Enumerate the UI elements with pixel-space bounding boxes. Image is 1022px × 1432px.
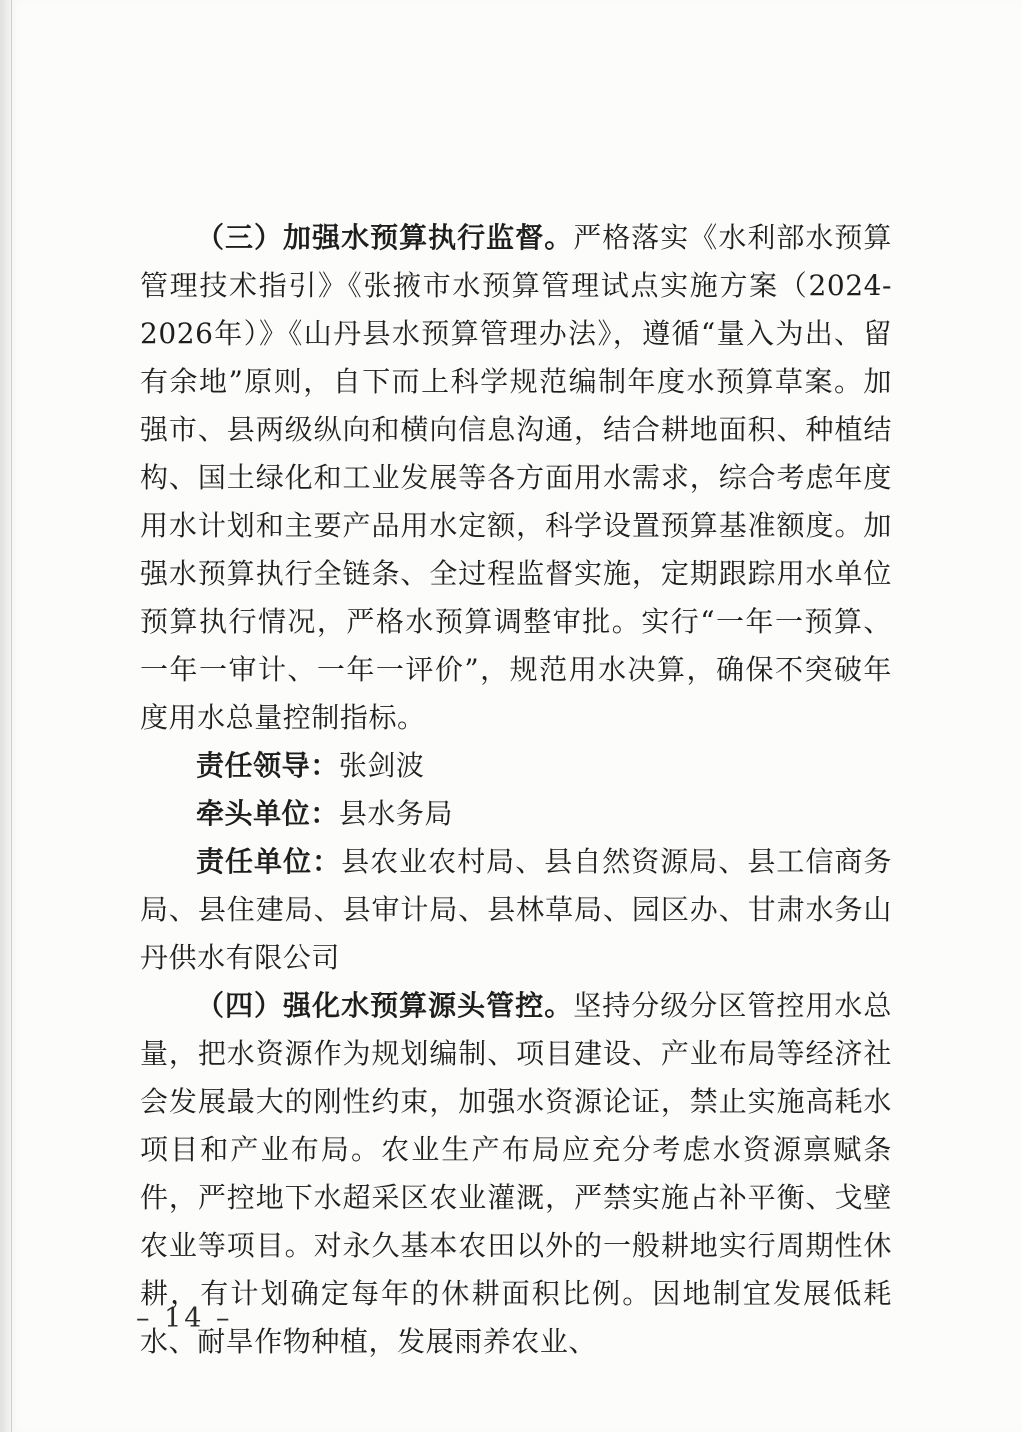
paragraph-lead-unit xyxy=(140,790,892,838)
paragraph-lead-responsible-leader: 责任领导： xyxy=(196,749,339,782)
paragraph-text-lead-unit: 县水务局 xyxy=(338,797,454,830)
paragraph-section-3 xyxy=(140,214,892,742)
paragraph-lead-section-4: （四）强化水预算源头管控。 xyxy=(196,989,574,1022)
paragraph-responsible-leader xyxy=(140,742,892,790)
paragraph-responsible-units xyxy=(140,838,892,982)
document-body xyxy=(140,214,892,1366)
paragraph-lead-section-3: （三）加强水预算执行监督。 xyxy=(196,221,574,254)
scan-edge-artifact xyxy=(11,0,12,1432)
paragraph-text-section-3: 严格落实《水利部水预算管理技术指引》《张掖市水预算管理试点实施方案（2024-2026年）》《山丹县水预算管理办法》，遵循“量入为出、留有余地”原则，自下而上科学规范编制年度水预算草案。加强市、县两级纵向和横向信息沟通，结合耕地面积、种植结构、国土绿化和工业发展等各方面用水需求，综合考虑年度用水计划和主要产品用水定额，科学设置预算基准额度。加强水预算执行全链条、全过程监督实施，定期跟踪用水单位预算执行情况，严格水预算调整审批。实行“一年一预算、一年一审计、一年一评价”，规范用水决算，确保不突破年度用水总量控制指标。 xyxy=(140,221,892,734)
page-number: – 14 – xyxy=(136,1303,233,1334)
paragraph-lead-lead-unit: 牵头单位： xyxy=(196,797,339,830)
paragraph-text-section-4: 坚持分级分区管控用水总量，把水资源作为规划编制、项目建设、产业布局等经济社会发展最大的刚性约束，加强水资源论证，禁止实施高耗水项目和产业布局。农业生产布局应充分考虑水资源禀赋条件，严控地下水超采区农业灌溉，严禁实施占补平衡、戈壁农业等项目。对永久基本农田以外的一般耕地实行周期性休耕，有计划确定每年的休耕面积比例。因地制宜发展低耗水、耐旱作物种植，发展雨养农业、 xyxy=(140,989,892,1358)
paragraph-text-responsible-units: 县农业农村局、县自然资源局、县工信商务局、县住建局、县审计局、县林草局、园区办、甘肃水务山丹供水有限公司 xyxy=(140,845,892,974)
paragraph-text-responsible-leader: 张剑波 xyxy=(338,749,425,782)
paragraph-section-4 xyxy=(140,982,892,1366)
paragraph-lead-responsible-units: 责任单位： xyxy=(196,845,342,878)
